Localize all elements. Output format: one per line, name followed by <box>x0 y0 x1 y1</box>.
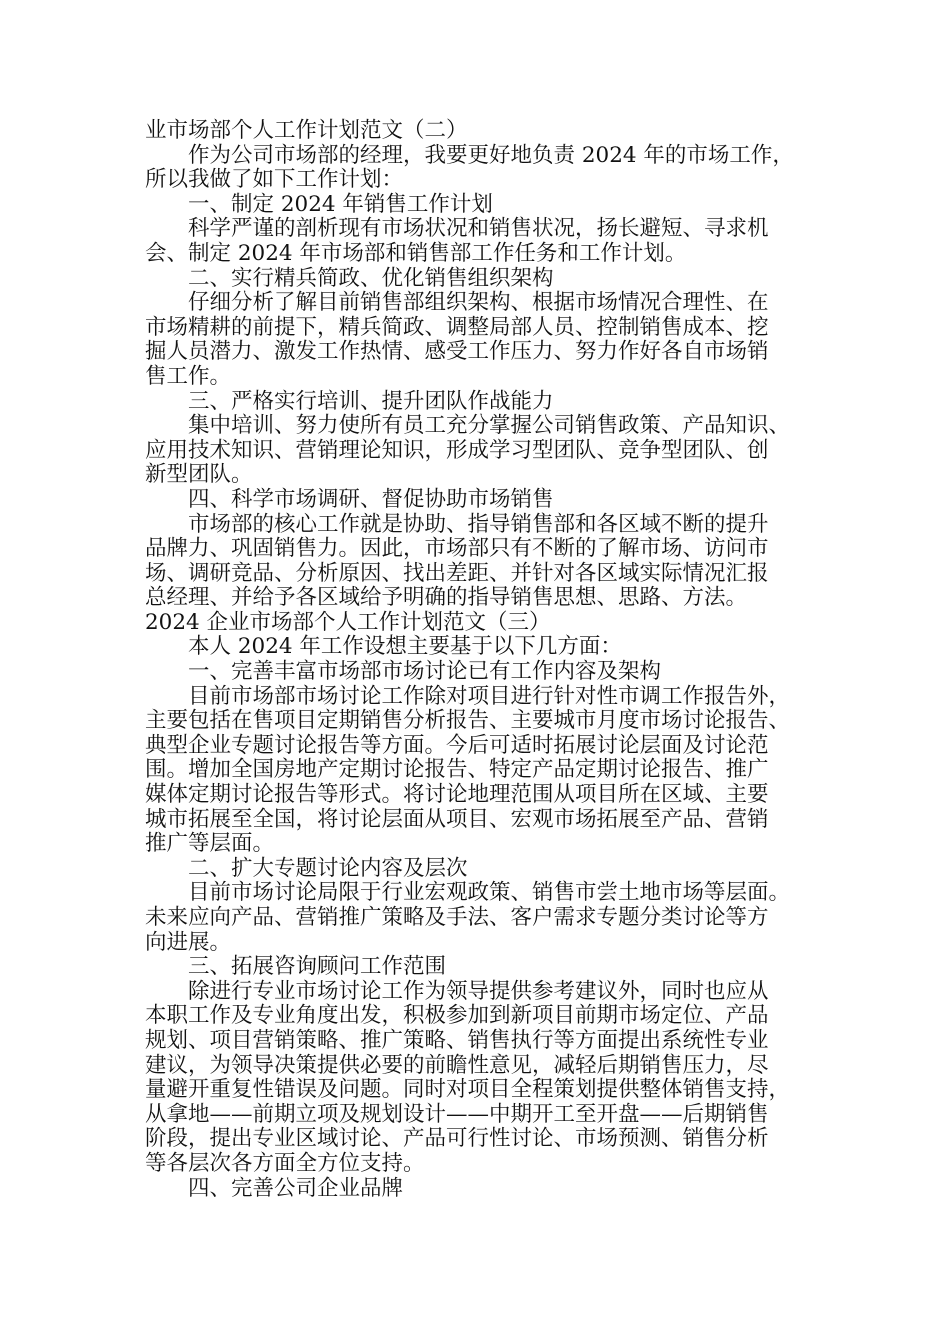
text-line: 四、完善公司企业品牌 <box>188 1175 404 1201</box>
text-line: 本职工作及专业角度出发，积极参加到新项目前期市场定位、产品 <box>145 1003 769 1029</box>
document-page <box>145 119 825 1201</box>
text-line: 应用技术知识、营销理论知识，形成学习型团队、竞争型团队、创 <box>145 437 769 463</box>
text-line: 本人 2024 年工作设想主要基于以下几方面： <box>188 634 622 660</box>
text-line: 目前市场讨论局限于行业宏观政策、销售市尝土地市场等层面。 <box>188 880 791 906</box>
text-line: 市场部的核心工作就是协助、指导销售部和各区域不断的提升 <box>188 511 769 537</box>
text-line: 推广等层面。 <box>145 831 275 857</box>
text-line: 目前市场部市场讨论工作除对项目进行针对性市调工作报告外， <box>188 683 791 709</box>
text-line: 规划、项目营销策略、推广策略、销售执行等方面提出系统性专业 <box>145 1027 769 1053</box>
text-line: 围。增加全国房地产定期讨论报告、特定产品定期讨论报告、推广 <box>145 757 769 783</box>
text-line: 品牌力、巩固销售力。因此，市场部只有不断的了解市场、访问市 <box>145 536 769 562</box>
text-line: 未来应向产品、营销推广策略及手法、客户需求专题分类讨论等方 <box>145 905 769 930</box>
text-line: 售工作。 <box>145 363 232 389</box>
text-line: 三、严格实行培训、提升团队作战能力 <box>188 388 554 414</box>
text-line: 媒体定期讨论报告等形式。将讨论地理范围从项目所在区域、主要 <box>145 782 769 808</box>
text-line: 总经理、并给予各区域给予明确的指导销售思想、思路、方法。 <box>145 585 748 611</box>
text-line: 一、制定 2024 年销售工作计划 <box>188 191 493 217</box>
text-line: 典型企业专题讨论报告等方面。今后可适时拓展讨论层面及讨论范 <box>145 732 769 758</box>
text-line: 业市场部个人工作计划范文（二） <box>145 118 468 143</box>
text-line: 市场精耕的前提下，精兵简政、调整局部人员、控制销售成本、挖 <box>145 314 769 340</box>
text-line: 量避开重复性错误及问题。同时对项目全程策划提供整体销售支持， <box>145 1077 791 1103</box>
text-line: 三、拓展咨询顾问工作范围 <box>188 954 447 980</box>
text-line: 场、调研竞品、分析原因、找出差距、并针对各区域实际情况汇报 <box>145 560 769 586</box>
text-line: 一、完善丰富市场部市场讨论已有工作内容及架构 <box>188 659 662 685</box>
text-line: 科学严谨的剖析现有市场状况和销售状况，扬长避短、寻求机 <box>188 216 769 242</box>
text-line: 城市拓展至全国，将讨论层面从项目、宏观市场拓展至产品、营销 <box>145 806 769 832</box>
text-line: 2024 企业市场部个人工作计划范文（三） <box>145 609 551 635</box>
text-line: 二、扩大专题讨论内容及层次 <box>188 855 468 881</box>
text-line: 会、制定 2024 年市场部和销售部工作任务和工作计划。 <box>145 240 687 266</box>
text-line: 二、实行精兵简政、优化销售组织架构 <box>188 265 554 291</box>
text-line: 主要包括在售项目定期销售分析报告、主要城市月度市场讨论报告、 <box>145 708 791 734</box>
text-line: 阶段，提出专业区域讨论、产品可行性讨论、市场预测、销售分析 <box>145 1126 769 1152</box>
text-line: 四、科学市场调研、督促协助市场销售 <box>188 486 554 512</box>
text-line: 向进展。 <box>145 929 232 955</box>
text-line: 仔细分析了解目前销售部组织架构、根据市场情况合理性、在 <box>188 290 769 316</box>
text-line: 作为公司市场部的经理，我要更好地负责 2024 年的市场工作， <box>188 142 794 168</box>
text-line: 新型团队。 <box>145 462 253 488</box>
text-line: 建议，为领导决策提供必要的前瞻性意见，减轻后期销售压力，尽 <box>145 1052 769 1078</box>
text-line: 等各层次各方面全方位支持。 <box>145 1150 425 1176</box>
text-line: 除进行专业市场讨论工作为领导提供参考建议外，同时也应从 <box>188 978 769 1004</box>
text-line: 从拿地——前期立项及规划设计——中期开工至开盘——后期销售 <box>145 1101 769 1127</box>
text-line: 集中培训、努力使所有员工充分掌握公司销售政策、产品知识、 <box>188 413 791 439</box>
text-line: 掘人员潜力、激发工作热情、感受工作压力、努力作好各自市场销 <box>145 339 769 365</box>
text-line: 所以我做了如下工作计划： <box>145 167 404 193</box>
